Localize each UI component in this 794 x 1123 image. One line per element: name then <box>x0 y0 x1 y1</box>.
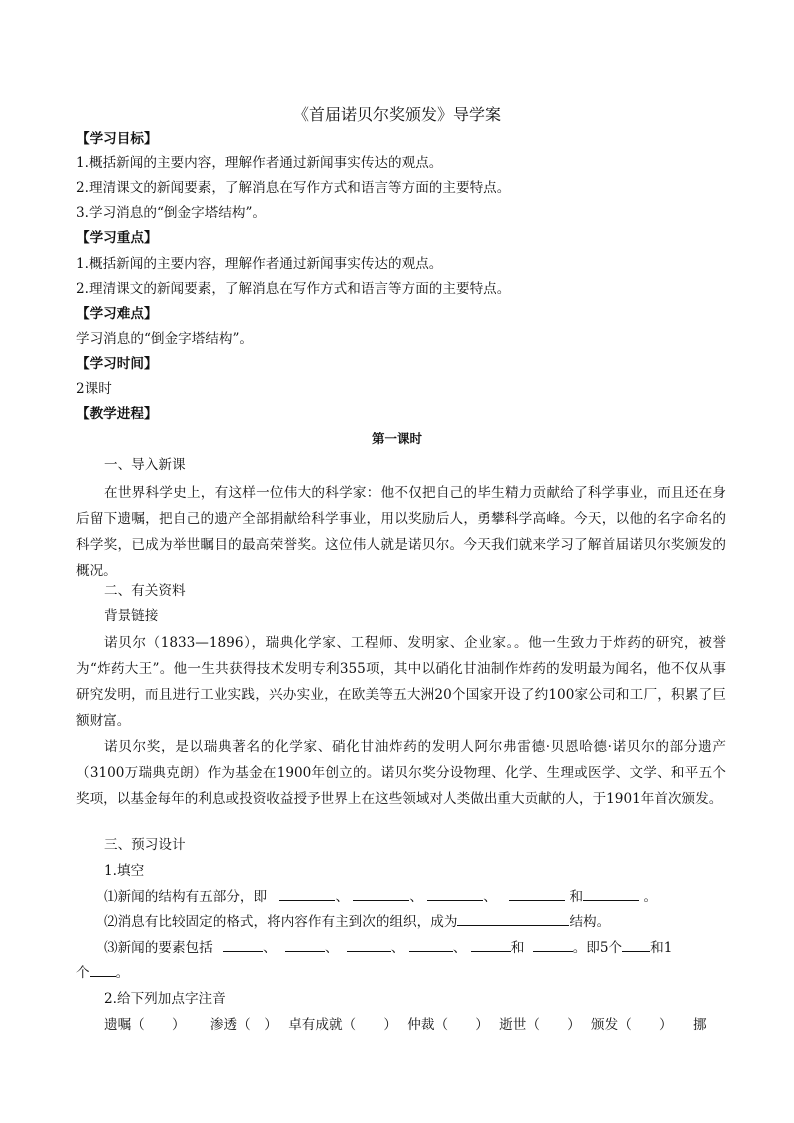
q3-blank-5[interactable] <box>471 937 511 952</box>
q3-blank-7[interactable] <box>622 937 650 952</box>
pinyin-item: 挪 <box>692 1017 707 1033</box>
pinyin-item: 卓有成就（ ） <box>288 1017 397 1033</box>
q2-blank[interactable] <box>457 911 569 926</box>
process-heading: 【教学进程】 <box>76 406 158 422</box>
q3-blank-6[interactable] <box>533 937 573 952</box>
q3-line2-end: 。 <box>115 965 130 981</box>
q3-blank-4[interactable] <box>409 937 453 952</box>
q3-and: 和 <box>510 940 525 956</box>
fill-heading: 1.填空 <box>104 863 145 879</box>
q3-sep-3: 、 <box>390 940 405 956</box>
materials-subheading: 背景链接 <box>104 608 159 624</box>
difficulty-heading: 【学习难点】 <box>76 306 158 322</box>
q3-blank-3[interactable] <box>347 937 391 952</box>
fill-question-3 <box>104 937 672 959</box>
q2-end: 结构。 <box>569 914 611 930</box>
q3-sep-1: 、 <box>263 940 277 956</box>
nobel-prize-paragraph: 诺贝尔奖，是以瑞典著名的化学家、硝化甘油炸药的发明人阿尔弗雷德·贝恩哈德·诺贝尔的部分遗产（3100万瑞典克朗）作为基金在1900年创立的。诺贝尔奖分设物理、化学、生理或医学、文学、和平五个奖项，以基金每年的利息或投资收益授予世界上在这些领域对人类做出重大贡献的人，于1901年首次颁发。 <box>76 739 726 807</box>
q3-sep-4: 、 <box>452 940 467 956</box>
q1-sep-3: 、 <box>483 889 497 905</box>
q1-blank-1[interactable] <box>279 886 335 901</box>
materials-heading: 二、有关资料 <box>104 583 186 599</box>
time-text: 2课时 <box>76 381 112 397</box>
nobel-bio-paragraph: 诺贝尔（1833—1896），瑞典化学家、工程师、发明家、企业家。。他一生致力于炸药的研究，被誉为“炸药大王”。他一生共获得技术发明专利355项，其中以硝化甘油制作炸药的发明最为闻名，他不仅从事研究发明，而且进行工业实践，兴办实业，在欧美等五大洲20个国家开设了约100家公司和工厂，积累了巨额财富。 <box>76 635 726 729</box>
q1-blank-3[interactable] <box>427 886 483 901</box>
intro-heading: 一、导入新课 <box>104 457 186 473</box>
key-points-heading: 【学习重点】 <box>76 230 158 246</box>
q3-line2-prefix: 个 <box>76 965 90 981</box>
q1-blank-4[interactable] <box>509 886 565 901</box>
q3-blank-2[interactable] <box>285 937 325 952</box>
goal-item-3: 3.学习消息的“倒金字塔结构”。 <box>76 205 266 221</box>
q3-prefix: ⑶新闻的要素包括 <box>104 940 213 956</box>
q3-blank-1[interactable] <box>223 937 263 952</box>
q1-and: 和 <box>569 889 584 905</box>
fill-question-1 <box>104 886 657 908</box>
q1-blank-5[interactable] <box>583 886 639 901</box>
q1-sep-2: 、 <box>409 889 423 905</box>
key-point-item-1: 1.概括新闻的主要内容，理解作者通过新闻事实传达的观点。 <box>76 256 443 272</box>
pinyin-item: 逝世（ ） <box>499 1017 581 1033</box>
lesson-title: 第一课时 <box>371 431 422 446</box>
pinyin-heading: 2.给下列加点字注音 <box>104 991 226 1007</box>
goal-item-2: 2.理清课文的新闻要素，了解消息在写作方式和语言等方面的主要特点。 <box>76 180 511 196</box>
fill-question-3-cont <box>76 962 129 984</box>
q3-blank-8[interactable] <box>90 962 116 977</box>
pinyin-item: 遗嘱（ ） <box>104 1017 186 1033</box>
fill-question-2 <box>104 911 610 933</box>
pinyin-item: 仲裁（ ） <box>407 1017 489 1033</box>
q1-prefix: ⑴新闻的结构有五部分，即 <box>104 889 268 905</box>
q1-blank-2[interactable] <box>353 886 409 901</box>
pinyin-items-row <box>104 1014 713 1036</box>
q1-end: 。 <box>643 889 658 905</box>
preview-heading: 三、预习设计 <box>104 837 186 853</box>
goals-heading: 【学习目标】 <box>76 131 158 147</box>
q1-sep-1: 、 <box>335 889 350 905</box>
goal-item-1: 1.概括新闻的主要内容，理解作者通过新闻事实传达的观点。 <box>76 155 443 171</box>
q3-and-2: 和1 <box>650 940 673 956</box>
pinyin-item: 渗透（ ） <box>209 1017 278 1033</box>
document-title: 《首届诺贝尔奖颁发》导学案 <box>292 105 501 124</box>
key-point-item-2: 2.理清课文的新闻要素，了解消息在写作方式和语言等方面的主要特点。 <box>76 281 511 297</box>
time-heading: 【学习时间】 <box>76 356 158 372</box>
difficulty-text: 学习消息的“倒金字塔结构”。 <box>76 331 254 347</box>
pinyin-item: 颁发（ ） <box>591 1017 673 1033</box>
intro-paragraph: 在世界科学史上，有这样一位伟大的科学家：他不仅把自己的毕生精力贡献给了科学事业，而且还在身后留下遗嘱，把自己的遗产全部捐献给科学事业，用以奖励后人，勇攀科学高峰。今天，以他的名字命名的科学奖，已成为举世瞩目的最高荣誉奖。这位伟人就是诺贝尔。今天我们就来学习了解首届诺贝尔奖颁发的概况。 <box>76 485 726 579</box>
q3-mid: 。即5个 <box>572 940 623 956</box>
q2-prefix: ⑵消息有比较固定的格式，将内容作有主到次的组织，成为 <box>104 914 458 930</box>
q3-sep-2: 、 <box>325 940 339 956</box>
